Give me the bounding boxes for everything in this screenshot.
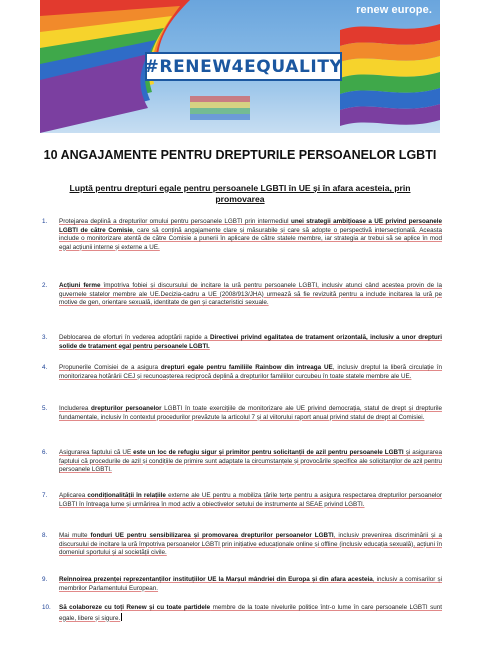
header-banner-image xyxy=(40,0,440,133)
item-text: Protejarea deplină a drepturilor omului pentru persoanele LGBTI prin intermediul unei strategii ambițioase a UE privind persoanele LGBTI de către Comisie, care să conțină angajamente clare și măsurabile și care să adopte o perspectivă intersecțională. Aceasta include o monitorizare atentă de către Comisie a punerii în aplicare de către statele membre, iar strategia ar trebui să se aplice în mod egal acțiunii interne și externe a UE. xyxy=(59,218,443,251)
subtitle-text: Luptă pentru drepturi egale pentru persoanele LGBTI în UE și în afara acesteia, prin promovarea xyxy=(69,183,411,204)
item-text: Acțiuni ferme împotriva fobiei și discursului de incitare la ură pentru persoanele LGBTI, inclusiv atunci când acestea provin de la guvernele statelor membre ale UE.Decizia-cadru a UE (2008/913/JHA) urmează să fie revizuită pentru a include incitarea la ură pe motive de gen, orientare sexuală, identitate de gen și caracteristici sexuale. xyxy=(59,282,442,306)
item-number: 7. xyxy=(42,492,48,499)
item-number: 10. xyxy=(42,604,51,611)
item-text: Propunerile Comisiei de a asigura drepturi egale pentru familiile Rainbow din întreaga UE, inclusiv dreptul la liberă circulație în monitorizarea hotărârii CEJ și recunoașterea reciprocă deplină a drepturilor familiilor curcubeu în toate statele membre ale UE. xyxy=(59,364,442,380)
item-text: Mai multe fonduri UE pentru sensibilizarea și promovarea drepturilor persoanelor LGBTI, inclusiv prevenirea discriminării și a discursului de incitare la ură împotriva persoanelor LGBTI prin inițiative educaționale online și offline (inclusiv educația sexuală), acțiuni în domeniul sportului și al societății civile. xyxy=(59,532,442,556)
item-text: Asigurarea faptului că UE este un loc de refugiu sigur și primitor pentru solicitanții de azil pentru persoanele LGBTI și asigurarea faptului că procedurile de azil și condițiile de primire sunt adaptate la circumstanțele și provocările specifice ale solicitanților de azil pentru persoanele LGBTI. xyxy=(59,449,442,473)
item-text: Aplicarea condiționalității în relațiile externe ale UE pentru a mobiliza țările terțe pentru a asigura respectarea drepturilor persoanelor LGBTI în întreaga lume și urmărirea în mod activ a obiectivelor setului de instrumente al SEAE privind LGBTI. xyxy=(59,492,442,508)
text-cursor xyxy=(121,613,122,621)
hashtag-text: #RENEW4EQUALITY xyxy=(144,56,343,77)
item-number: 1. xyxy=(42,218,48,225)
item-number: 8. xyxy=(42,532,48,539)
item-text: Deblocarea de eforturi în vederea adoptării rapide a Directivei privind egalitatea de tratament orizontală, inclusiv a unor drepturi solide de tratament egal pentru persoanele LGBTI. xyxy=(59,334,442,350)
hashtag-badge xyxy=(145,52,342,81)
item-text: Reînnoirea prezenței reprezentanților instituțiilor UE la Marșul mândriei din Europa și din afara acesteia, inclusiv a comisarilor și membrilor Parlamentului European. xyxy=(59,576,442,592)
document-subtitle xyxy=(60,183,420,205)
item-number: 2. xyxy=(42,282,48,289)
item-number: 5. xyxy=(42,405,48,412)
item-number: 6. xyxy=(42,449,48,456)
item-text[interactable]: Să colaboreze cu toți Renew și cu toate partidele membre de la toate nivelurile politice într-o lume în care persoanele LGBTI sunt egale, libere și sigure. xyxy=(59,604,442,622)
item-number: 4. xyxy=(42,364,48,371)
document-title: 10 ANGAJAMENTE PENTRU DREPTURILE PERSOANELOR LGBTI xyxy=(43,148,437,162)
brand-logo-text: renew europe. xyxy=(356,4,432,16)
item-number: 3. xyxy=(42,334,48,341)
item-number: 9. xyxy=(42,576,48,583)
item-text: Includerea drepturilor persoanelor LGBTI în toate exercițiile de monitorizare ale UE privind democrația, statul de drept și drepturile fundamentale, inclusiv în contextul procedurilor prevăzute la articolul 7 și al viitorului raport anual privind statul de drept al Comisiei. xyxy=(59,405,442,421)
